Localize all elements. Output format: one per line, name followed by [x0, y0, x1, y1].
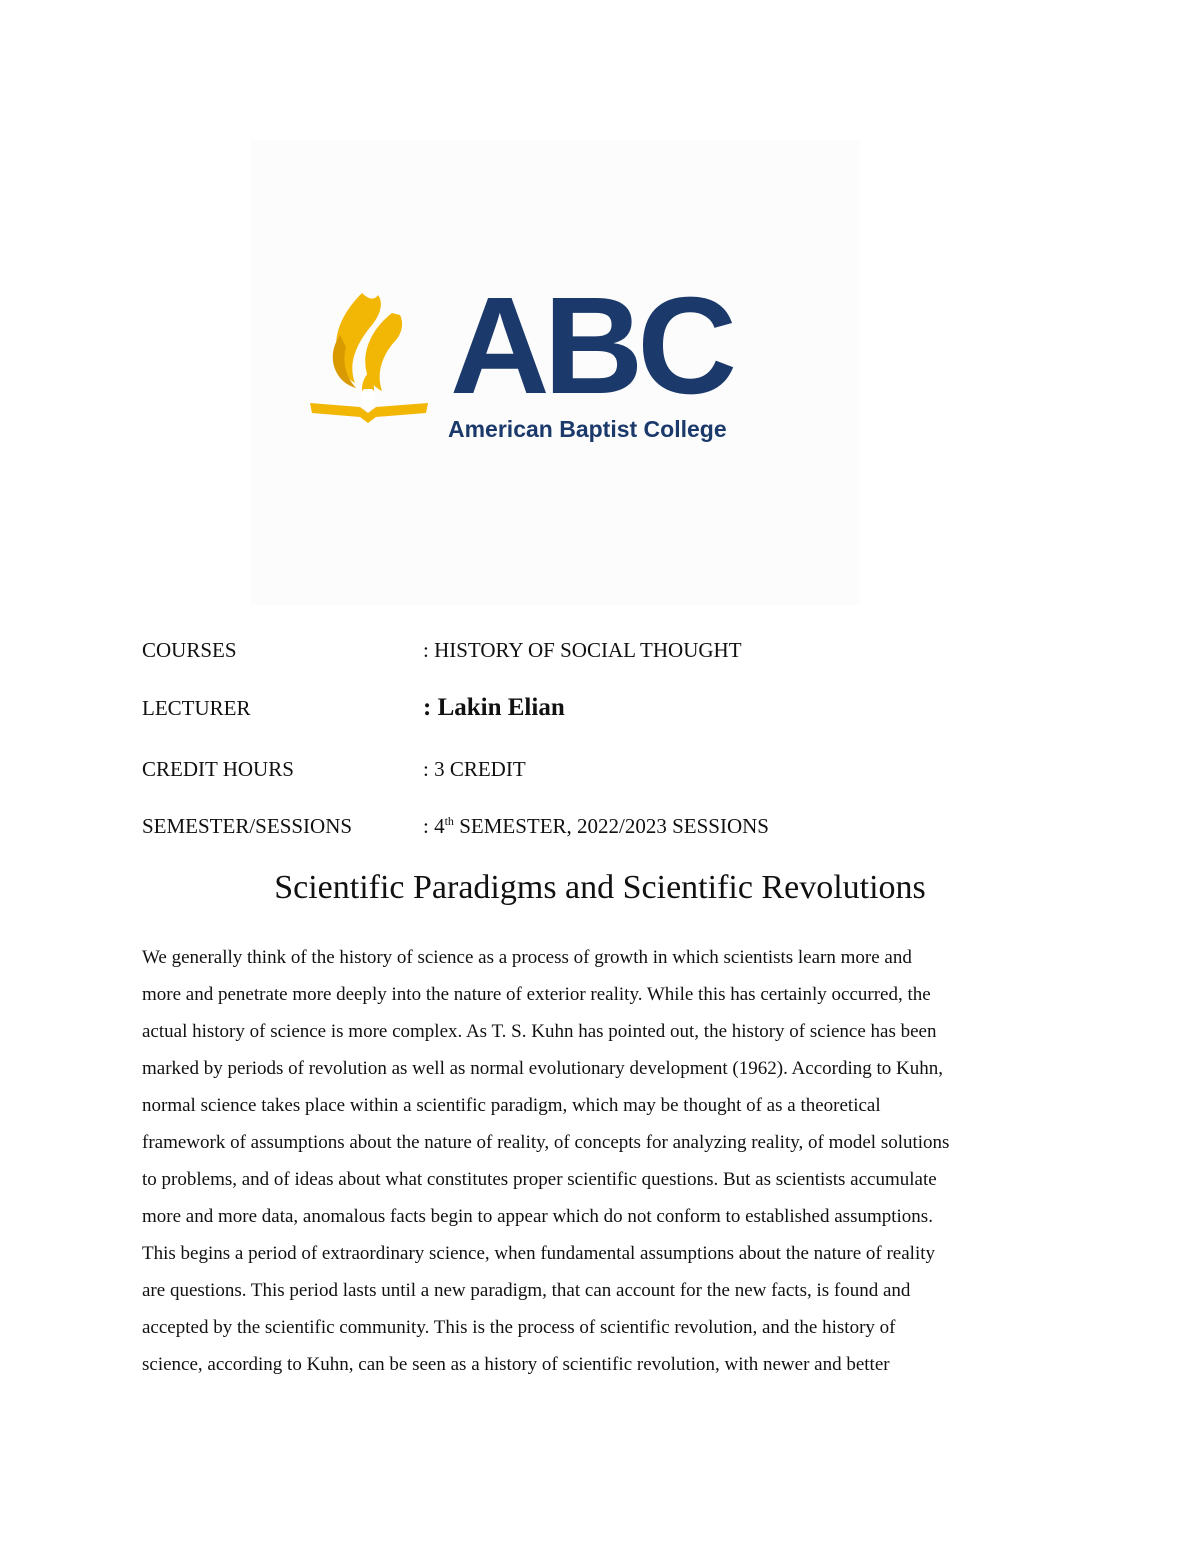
college-logo: [300, 285, 860, 455]
body-line: marked by periods of revolution as well as normal evolutionary development (1962). According to Kuhn,: [142, 1058, 943, 1079]
document-title: Scientific Paradigms and Scientific Revolutions: [274, 869, 926, 906]
body-line: normal science takes place within a scientific paradigm, which may be thought of as a theoretical: [142, 1095, 881, 1116]
body-line: to problems, and of ideas about what constitutes proper scientific questions. But as scientists accumulate: [142, 1169, 937, 1190]
body-line: actual history of science is more complex. As T. S. Kuhn has pointed out, the history of science has been: [142, 1021, 937, 1042]
body-line: science, according to Kuhn, can be seen as a history of scientific revolution, with newer and better: [142, 1354, 890, 1375]
courses-label: COURSES: [142, 638, 237, 662]
body-line: more and penetrate more deeply into the nature of exterior reality. While this has certainly occurred, the: [142, 984, 931, 1005]
semester-rest: SEMESTER, 2022/2023 SESSIONS: [453, 814, 769, 838]
lecturer-value: : Lakin Elian: [423, 694, 565, 721]
body-line: are questions. This period lasts until a new paradigm, that can account for the new facts, is found and: [142, 1280, 911, 1301]
credit-hours-value: : 3 CREDIT: [423, 757, 526, 781]
credit-hours-label: CREDIT HOURS: [142, 757, 294, 781]
semester-value: [423, 810, 769, 842]
courses-value: : HISTORY OF SOCIAL THOUGHT: [423, 638, 742, 662]
flame-icon: [310, 293, 428, 423]
courses-row: [142, 634, 1042, 666]
lecturer-label: LECTURER: [142, 696, 251, 720]
credit-hours-row: [142, 753, 1042, 785]
body-line: This begins a period of extraordinary science, when fundamental assumptions about the nature of reality: [142, 1243, 935, 1264]
logo-college-name: American Baptist College: [448, 416, 727, 442]
logo-letters: ABC: [450, 285, 731, 423]
body-line: more and more data, anomalous facts begin to appear which do not conform to established assumptions.: [142, 1206, 933, 1227]
semester-label: SEMESTER/SESSIONS: [142, 814, 353, 838]
body-line: accepted by the scientific community. This is the process of scientific revolution, and the history of: [142, 1317, 896, 1338]
semester-prefix: : 4: [423, 814, 445, 838]
body-line: framework of assumptions about the nature of reality, of concepts for analyzing reality, of model solutions: [142, 1132, 950, 1153]
semester-ordinal: th: [444, 814, 454, 828]
semester-row: [142, 810, 1042, 842]
lecturer-row: [142, 692, 1042, 724]
body-line: We generally think of the history of science as a process of growth in which scientists learn more and: [142, 947, 912, 968]
